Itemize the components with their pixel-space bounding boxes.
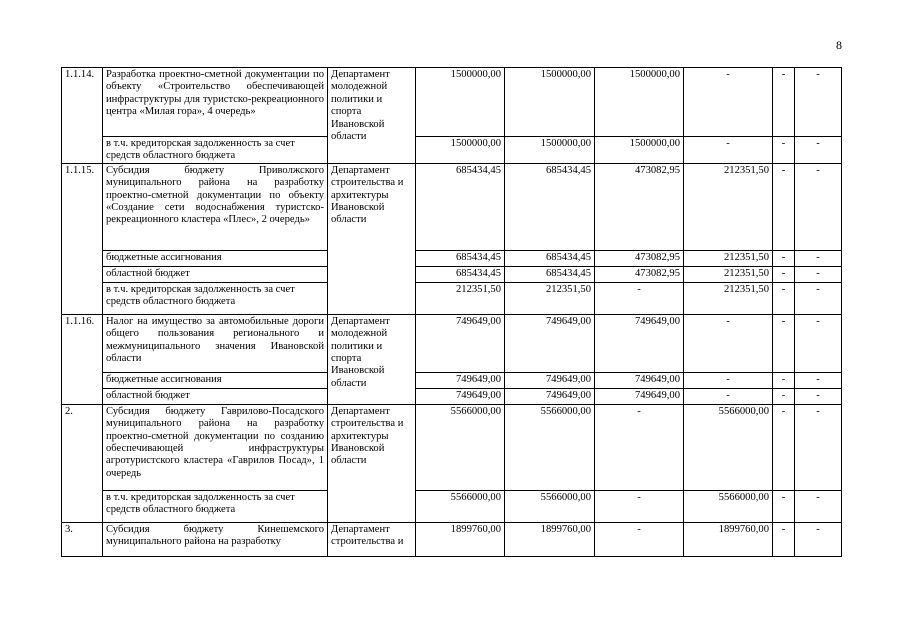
amount-cell-5: - — [773, 522, 795, 556]
row-description: Субсидия бюджету Кинешемского муниципального района на разработку — [103, 522, 328, 556]
table-row — [62, 68, 842, 137]
row-subitem-label: бюджетные ассигнования — [103, 372, 328, 388]
amount-cell-2: 749649,00 — [505, 314, 595, 372]
row-index: 1.1.14. — [62, 68, 103, 164]
amount-cell-1: 212351,50 — [416, 282, 505, 314]
amount-cell-5: - — [773, 250, 795, 266]
table-row — [62, 314, 842, 372]
amount-cell-2: 749649,00 — [505, 372, 595, 388]
amount-cell-5: - — [773, 282, 795, 314]
amount-cell-6: - — [795, 404, 842, 490]
amount-cell-2: 1500000,00 — [505, 137, 595, 164]
amount-cell-4: 212351,50 — [684, 250, 773, 266]
amount-cell-1: 5566000,00 — [416, 404, 505, 490]
amount-cell-4: 212351,50 — [684, 282, 773, 314]
amount-cell-4: 5566000,00 — [684, 490, 773, 522]
amount-cell-6: - — [795, 250, 842, 266]
table-row — [62, 522, 842, 556]
amount-cell-6: - — [795, 522, 842, 556]
amount-cell-6: - — [795, 282, 842, 314]
amount-cell-2: 749649,00 — [505, 388, 595, 404]
amount-cell-3: 1500000,00 — [595, 68, 684, 137]
row-index: 3. — [62, 522, 103, 556]
amount-cell-5: - — [773, 404, 795, 490]
amount-cell-2: 685434,45 — [505, 163, 595, 250]
amount-cell-1: 749649,00 — [416, 388, 505, 404]
amount-cell-4: - — [684, 372, 773, 388]
amount-cell-4: - — [684, 388, 773, 404]
amount-cell-3: - — [595, 404, 684, 490]
page-number: 8 — [836, 38, 842, 52]
amount-cell-5: - — [773, 68, 795, 137]
amount-cell-1: 685434,45 — [416, 163, 505, 250]
amount-cell-2: 685434,45 — [505, 250, 595, 266]
row-description: Субсидия бюджету Приволжского муниципального района на разработку проектно-сметной документации по объекту «Создание сети водоснабжения туристско-рекреационного кластера «Плес», 2 очередь» — [103, 163, 328, 250]
table-subrow — [62, 250, 842, 266]
row-subitem-label: областной бюджет — [103, 266, 328, 282]
amount-cell-4: - — [684, 314, 773, 372]
row-index: 2. — [62, 404, 103, 522]
table-body — [62, 68, 842, 557]
amount-cell-3: 749649,00 — [595, 372, 684, 388]
amount-cell-4: - — [684, 68, 773, 137]
amount-cell-2: 1500000,00 — [505, 68, 595, 137]
row-department: Департамент строительства и архитектуры Ивановской области — [328, 404, 416, 522]
amount-cell-6: - — [795, 388, 842, 404]
amount-cell-2: 1899760,00 — [505, 522, 595, 556]
amount-cell-1: 749649,00 — [416, 314, 505, 372]
row-department: Департамент молодежной политики и спорта Ивановской области — [328, 68, 416, 164]
amount-cell-5: - — [773, 388, 795, 404]
amount-cell-3: - — [595, 522, 684, 556]
amount-cell-6: - — [795, 68, 842, 137]
row-subitem-label: в т.ч. кредиторская задолженность за счет средств областного бюджета — [103, 490, 328, 522]
amount-cell-3: 473082,95 — [595, 250, 684, 266]
amount-cell-2: 212351,50 — [505, 282, 595, 314]
row-subitem-label: областной бюджет — [103, 388, 328, 404]
amount-cell-4: 1899760,00 — [684, 522, 773, 556]
budget-table — [61, 67, 842, 557]
amount-cell-6: - — [795, 266, 842, 282]
row-department: Департамент строительства и архитектуры Ивановской области — [328, 163, 416, 314]
amount-cell-1: 685434,45 — [416, 250, 505, 266]
amount-cell-2: 5566000,00 — [505, 490, 595, 522]
row-subitem-label: в т.ч. кредиторская задолженность за счет средств областного бюджета — [103, 282, 328, 314]
amount-cell-3: - — [595, 282, 684, 314]
amount-cell-1: 685434,45 — [416, 266, 505, 282]
amount-cell-1: 1899760,00 — [416, 522, 505, 556]
table-subrow — [62, 137, 842, 164]
table-subrow — [62, 372, 842, 388]
amount-cell-5: - — [773, 490, 795, 522]
amount-cell-4: 5566000,00 — [684, 404, 773, 490]
amount-cell-6: - — [795, 490, 842, 522]
amount-cell-6: - — [795, 372, 842, 388]
amount-cell-5: - — [773, 314, 795, 372]
amount-cell-4: - — [684, 137, 773, 164]
row-description: Разработка проектно-сметной документации по объекту «Строительство обеспечивающей инфраструктуры для туристско-рекреационного центра «Милая гора», 4 очередь» — [103, 68, 328, 137]
amount-cell-4: 212351,50 — [684, 163, 773, 250]
row-department: Департамент строительства и — [328, 522, 416, 556]
amount-cell-1: 1500000,00 — [416, 137, 505, 164]
amount-cell-4: 212351,50 — [684, 266, 773, 282]
table-subrow — [62, 490, 842, 522]
amount-cell-2: 685434,45 — [505, 266, 595, 282]
table-subrow — [62, 266, 842, 282]
amount-cell-6: - — [795, 137, 842, 164]
row-subitem-label: бюджетные ассигнования — [103, 250, 328, 266]
amount-cell-5: - — [773, 163, 795, 250]
row-index: 1.1.15. — [62, 163, 103, 314]
amount-cell-3: 473082,95 — [595, 266, 684, 282]
row-description: Налог на имущество за автомобильные дороги общего пользования регионального и межмуниципального значения Ивановской области — [103, 314, 328, 372]
amount-cell-1: 1500000,00 — [416, 68, 505, 137]
amount-cell-1: 5566000,00 — [416, 490, 505, 522]
amount-cell-5: - — [773, 372, 795, 388]
amount-cell-3: 1500000,00 — [595, 137, 684, 164]
row-department: Департамент молодежной политики и спорта Ивановской области — [328, 314, 416, 404]
row-subitem-label: в т.ч. кредиторская задолженность за счет средств областного бюджета — [103, 137, 328, 164]
amount-cell-3: - — [595, 490, 684, 522]
row-index: 1.1.16. — [62, 314, 103, 404]
amount-cell-3: 749649,00 — [595, 388, 684, 404]
amount-cell-5: - — [773, 266, 795, 282]
table-subrow — [62, 388, 842, 404]
amount-cell-3: 749649,00 — [595, 314, 684, 372]
table-row — [62, 163, 842, 250]
row-description: Субсидия бюджету Гаврилово-Посадского муниципального района на разработку проектно-сметной документации по созданию обеспечивающей инфраструктуры агротуристского кластера «Гаврилов Посад», 1 очередь — [103, 404, 328, 490]
table-subrow — [62, 282, 842, 314]
amount-cell-6: - — [795, 163, 842, 250]
amount-cell-5: - — [773, 137, 795, 164]
table-row — [62, 404, 842, 490]
amount-cell-1: 749649,00 — [416, 372, 505, 388]
amount-cell-3: 473082,95 — [595, 163, 684, 250]
amount-cell-2: 5566000,00 — [505, 404, 595, 490]
amount-cell-6: - — [795, 314, 842, 372]
